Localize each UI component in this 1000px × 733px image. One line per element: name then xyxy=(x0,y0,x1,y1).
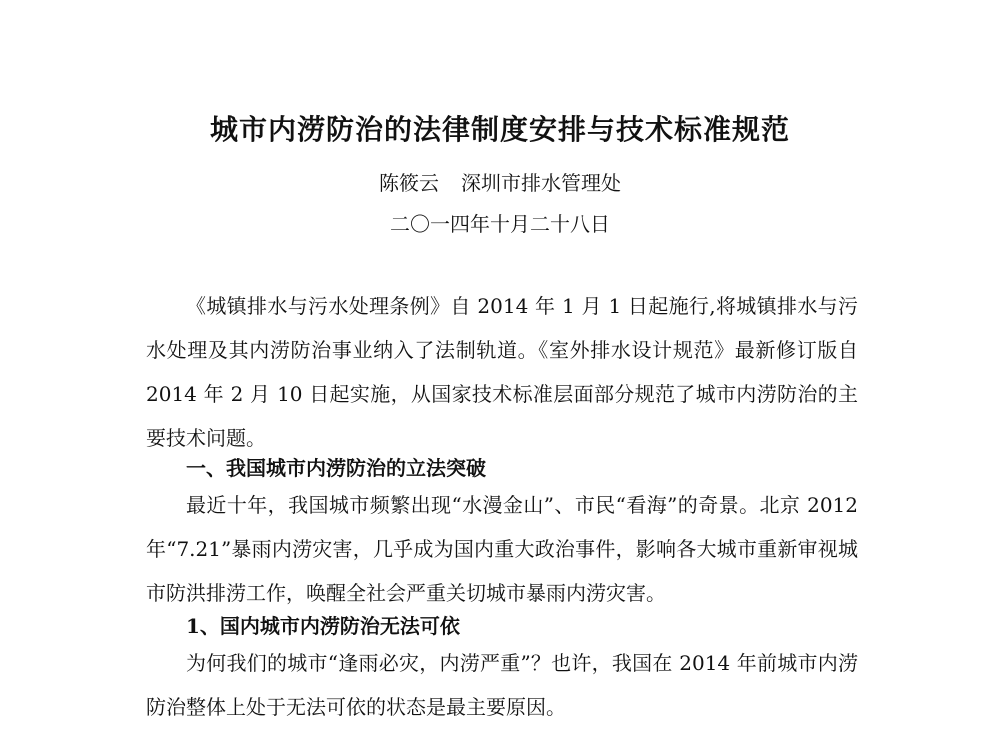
author-line xyxy=(0,168,1000,198)
body-paragraph: 为何我们的城市“逢雨必灾，内涝严重”？也许，我国在 2014 年前城市内涝防治整体上处于无法可依的状态是最主要原因。 xyxy=(146,651,858,719)
section-heading: 一、我国城市内涝防治的立法突破 xyxy=(186,456,486,480)
intro-paragraph: 《城镇排水与污水处理条例》自 2014 年 1 月 1 日起施行,将城镇排水与污水处理及其内涝防治事业纳入了法制轨道。《室外排水设计规范》最新修订版自 2014 年 2 月 10 日起实施，从国家技术标准层面部分规范了城市内涝防治的主要技术问题。 xyxy=(146,294,858,450)
subsection-heading: 1、国内城市内涝防治无法可依 xyxy=(186,614,460,638)
document-date: 二〇一四年十月二十八日 xyxy=(390,212,610,236)
author-name: 陈筱云 xyxy=(379,171,439,195)
body-paragraph: 最近十年，我国城市频繁出现“水漫金山”、市民“看海”的奇景。北京 2012 年“7.21”暴雨内涝灾害，几乎成为国内重大政治事件，影响各大城市重新审视城市防洪排涝工作，唤醒全社会严重关切城市暴雨内涝灾害。 xyxy=(146,493,858,605)
author-organization: 深圳市排水管理处 xyxy=(461,171,621,195)
document-title: 城市内涝防治的法律制度安排与技术标准规范 xyxy=(209,113,790,146)
